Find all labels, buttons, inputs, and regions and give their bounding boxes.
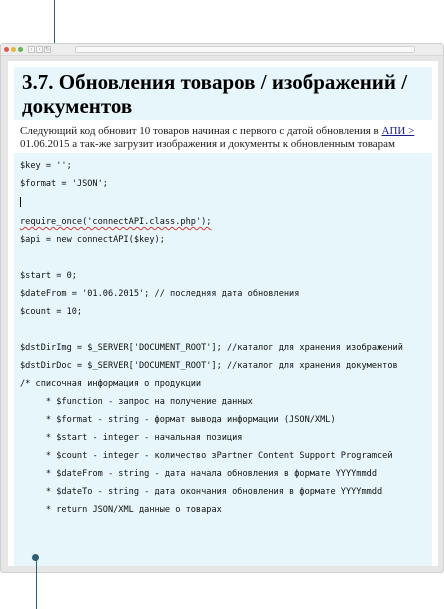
- code-line-doc-return: * return JSON/XML данные о товарах: [20, 505, 222, 515]
- minimize-window-icon[interactable]: [11, 47, 16, 52]
- heading-box: [14, 67, 432, 120]
- code-line-doc-start: * $start - integer - начальная позиция: [20, 433, 243, 443]
- intro-paragraph: [20, 125, 430, 151]
- code-line-require-text: require_once('connectAPI.class.php');: [20, 217, 212, 227]
- code-line-doc-dateto: * $dateTo - string - дата окончания обновления в формате YYYYmmdd: [20, 487, 383, 497]
- intro-text: Следующий код обновит 10 товаров начиная с первого с датой обновления в: [20, 125, 382, 137]
- code-line-start: $start = 0;: [20, 271, 77, 281]
- code-line-datefrom: $dateFrom = '01.06.2015'; // последняя дата обновления: [20, 289, 300, 299]
- forward-button[interactable]: ›: [36, 46, 43, 53]
- code-line-key: $key = '';: [20, 161, 72, 171]
- bottom-pointer-line: [36, 560, 37, 609]
- page-title: 3.7. Обновления товаров / изображений / документов: [22, 70, 408, 118]
- code-line-api: $api = new connectAPI($key);: [20, 235, 165, 245]
- code-line-dirdoc: $dstDirDoc = $_SERVER['DOCUMENT_ROOT']; //каталог для хранения документов: [20, 361, 398, 371]
- close-window-icon[interactable]: [4, 47, 9, 52]
- code-line-doc-count: * $count - integer - количество зPartner Content Support Programсей: [20, 451, 393, 461]
- reload-button[interactable]: ↻: [45, 46, 51, 53]
- code-block: [14, 153, 432, 566]
- browser-window: [0, 43, 444, 573]
- code-line-comment-open: /* списочная информация о продукции: [20, 379, 202, 389]
- back-button[interactable]: ‹: [28, 46, 35, 53]
- text-caret: [20, 197, 426, 210]
- page-content: [8, 61, 438, 566]
- intro-text-end: 01.06.2015 а так-же загрузит изображения и документы к обновленным товарам: [20, 138, 396, 150]
- code-line-count: $count = 10;: [20, 307, 83, 317]
- maximize-window-icon[interactable]: [18, 47, 23, 52]
- code-line-doc-format: * $format - string - формат вывода информации (JSON/XML): [20, 415, 336, 425]
- code-line-dirimg: $dstDirImg = $_SERVER['DOCUMENT_ROOT']; //каталог для хранения изображений: [20, 343, 403, 353]
- code-line-doc-datefrom: * $dateFrom - string - дата начала обновления в формате YYYYmmdd: [20, 469, 378, 479]
- code-line-doc-function: * $function - запрос на получение данных: [20, 397, 253, 407]
- address-bar[interactable]: [75, 46, 415, 53]
- code-line-format: $format = 'JSON';: [20, 179, 108, 189]
- browser-toolbar: [1, 44, 444, 56]
- api-link[interactable]: АПИ >: [381, 125, 415, 137]
- code-line-require: [20, 217, 426, 228]
